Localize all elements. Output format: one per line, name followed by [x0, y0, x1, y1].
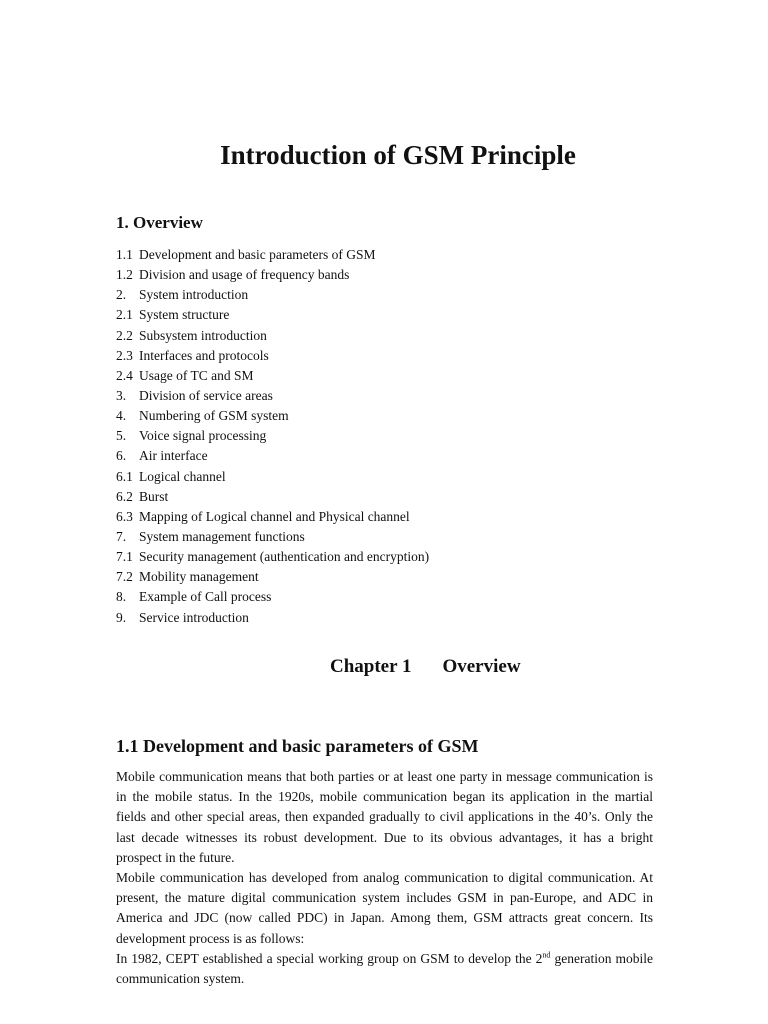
toc-item-text: Numbering of GSM system	[139, 408, 289, 424]
paragraph-line-superscript	[116, 949, 653, 969]
toc-item-number: 6.2	[116, 488, 133, 504]
toc-item-number: 6.	[116, 448, 127, 464]
chapter-label: Chapter 1	[330, 656, 412, 677]
toc-item	[116, 567, 429, 587]
toc-item-number: 8.	[116, 589, 127, 605]
toc-item-number: 7.2	[116, 569, 133, 585]
toc-item	[116, 608, 429, 628]
toc-item-number: 6.1	[116, 468, 133, 484]
table-of-contents	[116, 245, 429, 628]
ordinal-superscript: nd	[542, 950, 551, 960]
overview-heading: 1. Overview	[116, 213, 203, 232]
toc-item	[116, 527, 429, 547]
toc-item-number: 9.	[116, 609, 127, 625]
toc-item-number: 3.	[116, 387, 127, 403]
toc-item-number: 1.1	[116, 247, 133, 262]
toc-item-text: Interfaces and protocols	[139, 347, 269, 363]
toc-item	[116, 245, 429, 265]
toc-item-number: 4.	[116, 408, 127, 424]
toc-item	[116, 587, 429, 607]
toc-item	[116, 406, 429, 426]
toc-item	[116, 487, 429, 507]
chapter-heading	[330, 656, 521, 678]
toc-item-text: Logical channel	[139, 468, 226, 484]
document-title: Introduction of GSM Principle	[220, 140, 576, 170]
toc-item	[116, 285, 429, 305]
toc-item-number: 2.1	[116, 307, 133, 323]
toc-item-text: Security management (authentication and encryption)	[139, 549, 430, 565]
toc-item	[116, 386, 429, 406]
toc-item	[116, 467, 429, 487]
toc-item-number: 2.	[116, 287, 127, 303]
last-para-after: generation mobile	[550, 950, 654, 966]
section-heading: 1.1 Development and basic parameters of GSM	[116, 736, 479, 756]
toc-item-number: 1.2	[116, 267, 133, 283]
toc-item-text: Burst	[139, 488, 169, 504]
toc-item-text: Division and usage of frequency bands	[139, 267, 350, 283]
paragraph-line: communication system.	[116, 970, 245, 986]
toc-item-number: 7.	[116, 528, 127, 544]
toc-item	[116, 265, 429, 285]
paragraph-line: in the mobile status. In the 1920s, mobile communication began its application in the martial	[116, 789, 653, 805]
paragraph-line: America and JDC (now called PDC) in Japan. Among them, GSM attracts great concern. Its	[116, 910, 653, 926]
paragraph-line: Mobile communication means that both parties or at least one party in message communication is	[116, 769, 653, 784]
toc-item-number: 2.4	[116, 367, 133, 383]
paragraph-line: Mobile communication has developed from analog communication to digital communication. At	[116, 869, 653, 885]
chapter-title: Overview	[442, 656, 521, 677]
toc-item	[116, 366, 429, 386]
toc-item-text: Usage of TC and SM	[139, 367, 254, 383]
toc-item	[116, 446, 429, 466]
toc-item-text: Development and basic parameters of GSM	[139, 247, 376, 262]
paragraph-line: prospect in the future.	[116, 849, 235, 865]
toc-item-text: System management functions	[139, 528, 305, 544]
toc-item	[116, 346, 429, 366]
body-paragraphs	[116, 767, 653, 989]
toc-item-text: Voice signal processing	[139, 428, 267, 444]
paragraph-line: last decade witnesses its robust development. Due to its obvious advantages, it has a bright	[116, 829, 653, 845]
toc-item-text: Subsystem introduction	[139, 327, 267, 343]
toc-item-text: Service introduction	[139, 609, 249, 625]
toc-item-number: 2.3	[116, 347, 133, 363]
toc-item-text: Mapping of Logical channel and Physical channel	[139, 508, 410, 524]
toc-item-text: System introduction	[139, 287, 249, 303]
toc-item-text: System structure	[139, 307, 230, 323]
last-para-before: In 1982, CEPT established a special working group on GSM to develop the 2	[116, 950, 543, 966]
toc-item	[116, 547, 429, 567]
toc-item	[116, 426, 429, 446]
toc-item-text: Mobility management	[139, 569, 259, 585]
toc-item	[116, 507, 429, 527]
toc-item-number: 6.3	[116, 508, 133, 524]
paragraph-line: fields and other special areas, then expanded gradually to civil applications in the 40’s. Only the	[116, 809, 653, 825]
paragraph-line: development process is as follows:	[116, 930, 305, 946]
toc-item-number: 5.	[116, 428, 127, 444]
toc-item-text: Air interface	[139, 448, 208, 464]
toc-item	[116, 305, 429, 325]
toc-item-number: 7.1	[116, 549, 133, 565]
paragraph-line: present, the mature digital communication system includes GSM in pan-Europe, and ADC in	[116, 890, 653, 906]
toc-item-number: 2.2	[116, 327, 133, 343]
toc-item-text: Example of Call process	[139, 589, 272, 605]
toc-item	[116, 326, 429, 346]
toc-item-text: Division of service areas	[139, 387, 273, 403]
